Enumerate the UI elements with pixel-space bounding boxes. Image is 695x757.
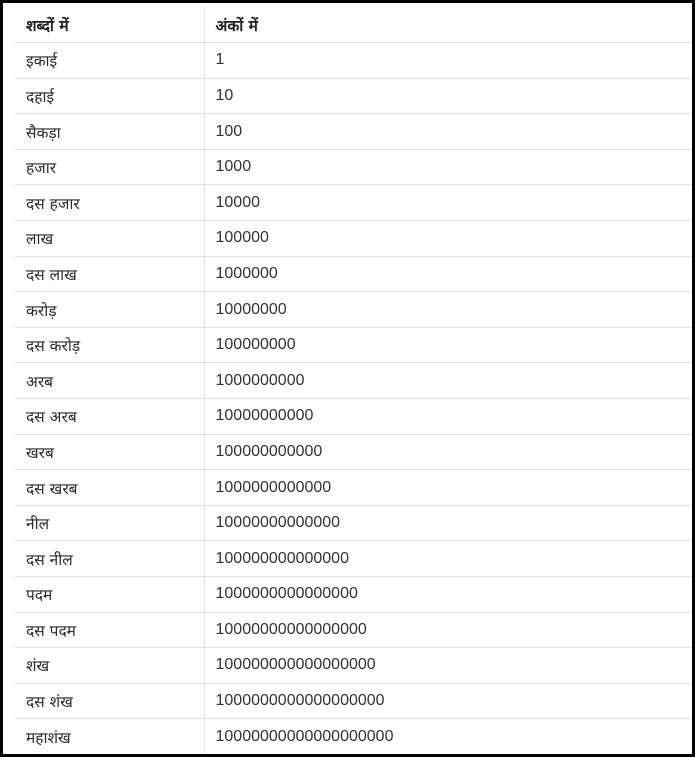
table-row — [15, 541, 692, 577]
cell-digits: 1000000 — [204, 256, 692, 292]
table-row — [15, 256, 692, 292]
cell-word: महाशंख — [15, 719, 204, 755]
cell-word: दस करोड़ — [15, 327, 204, 363]
cell-digits: 10000000 — [204, 292, 692, 328]
cell-word: दस खरब — [15, 470, 204, 506]
table-row — [15, 719, 692, 755]
table-row — [15, 149, 692, 185]
cell-digits: 10000000000 — [204, 399, 692, 435]
header-digits: अंकों में — [204, 7, 692, 43]
header-words: शब्दों में — [15, 7, 204, 43]
cell-word: दस नील — [15, 541, 204, 577]
cell-digits: 1000 — [204, 149, 692, 185]
table-row — [15, 114, 692, 150]
table-body — [15, 43, 692, 755]
cell-digits: 1 — [204, 43, 692, 79]
table-row — [15, 470, 692, 506]
table-row — [15, 612, 692, 648]
cell-digits: 100000000000000 — [204, 541, 692, 577]
cell-word: नील — [15, 505, 204, 541]
cell-word: दस पदम — [15, 612, 204, 648]
cell-digits: 1000000000000000000 — [204, 683, 692, 719]
cell-word: अरब — [15, 363, 204, 399]
cell-digits: 10000000000000 — [204, 505, 692, 541]
cell-digits: 100 — [204, 114, 692, 150]
cell-word: खरब — [15, 434, 204, 470]
cell-word: दहाई — [15, 78, 204, 114]
cell-digits: 10000 — [204, 185, 692, 221]
table-row — [15, 434, 692, 470]
table-row — [15, 43, 692, 79]
number-names-table — [15, 7, 692, 755]
cell-digits: 10 — [204, 78, 692, 114]
cell-word: हजार — [15, 149, 204, 185]
cell-word: लाख — [15, 221, 204, 257]
table-header-row — [15, 7, 692, 43]
table-row — [15, 327, 692, 363]
table-row — [15, 221, 692, 257]
cell-word: दस लाख — [15, 256, 204, 292]
table-row — [15, 185, 692, 221]
table-row — [15, 399, 692, 435]
cell-digits: 1000000000 — [204, 363, 692, 399]
cell-word: शंख — [15, 648, 204, 684]
cell-word: दस शंख — [15, 683, 204, 719]
cell-digits: 100000000 — [204, 327, 692, 363]
cell-word: इकाई — [15, 43, 204, 79]
cell-word: सैकड़ा — [15, 114, 204, 150]
cell-word: दस हजार — [15, 185, 204, 221]
cell-digits: 100000000000000000 — [204, 648, 692, 684]
table-row — [15, 648, 692, 684]
cell-digits: 100000 — [204, 221, 692, 257]
cell-digits: 10000000000000000 — [204, 612, 692, 648]
table-row — [15, 363, 692, 399]
cell-word: दस अरब — [15, 399, 204, 435]
table-row — [15, 683, 692, 719]
cell-digits: 100000000000 — [204, 434, 692, 470]
cell-digits: 1000000000000000 — [204, 577, 692, 613]
cell-word: करोड़ — [15, 292, 204, 328]
cell-digits: 1000000000000 — [204, 470, 692, 506]
table-row — [15, 505, 692, 541]
cell-digits: 10000000000000000000 — [204, 719, 692, 755]
cell-word: पदम — [15, 577, 204, 613]
table-row — [15, 577, 692, 613]
table-row — [15, 78, 692, 114]
table-row — [15, 292, 692, 328]
